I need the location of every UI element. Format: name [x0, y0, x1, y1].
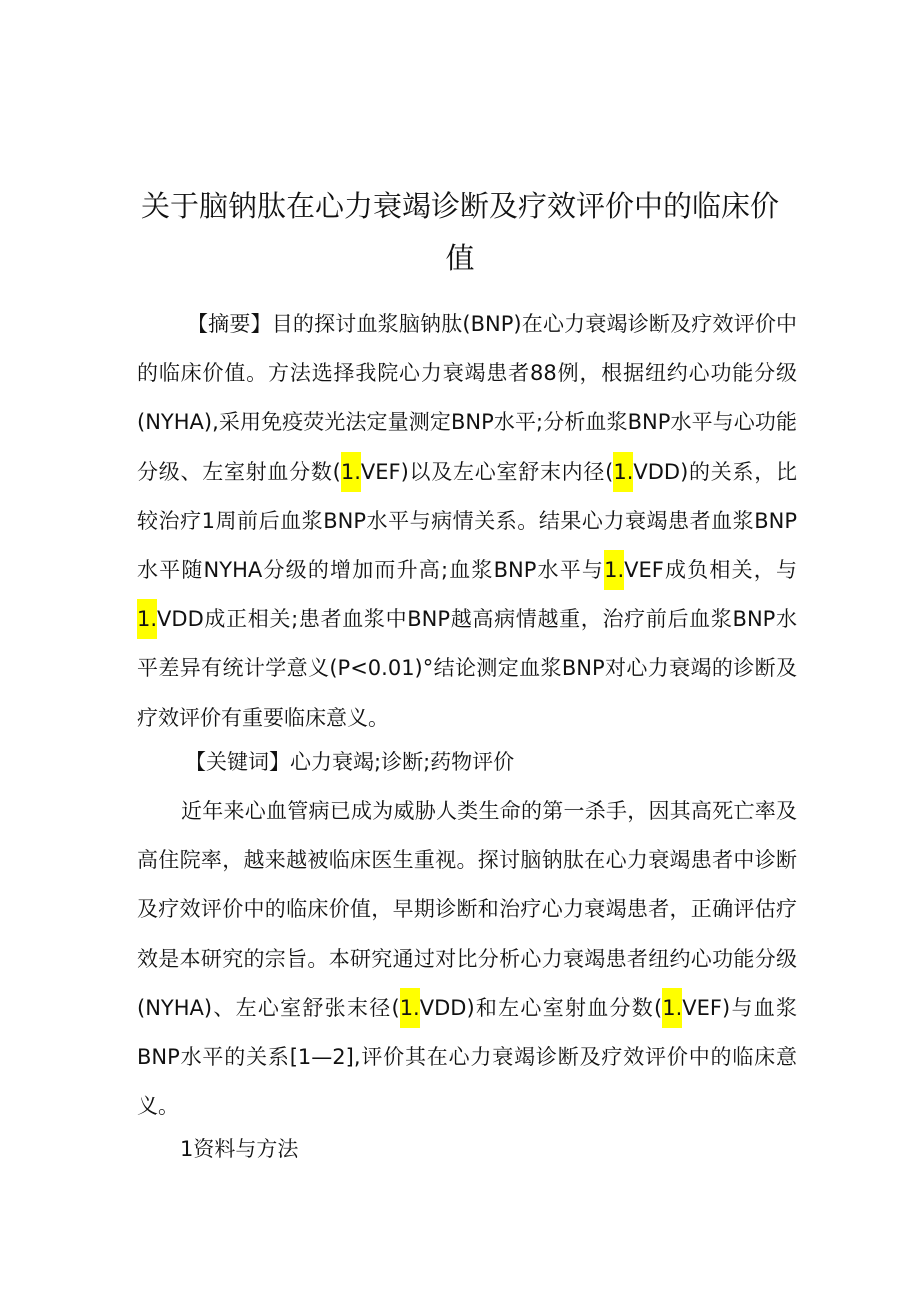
abstract-text: 目的探讨血浆脑钠肽(BNP)在心力衰竭诊断及疗效评价中的临床价值。方法选择我院心力衰竭患者88例，根据纽约心功能分级(NYHA),采用免疫荧光法定量测定BNP水平;分析血浆BNP水平与心功能分级、左室射血分数(	[137, 312, 797, 484]
section-heading: 1资料与方法	[180, 1137, 299, 1161]
abstract-text: VDD)的关系，比较治疗1周前后血浆BNP水平与病情关系。结果心力衰竭患者血浆BNP水平随NYHA分级的增加而升高;血浆BNP水平与	[137, 459, 797, 583]
intro-text: 近年来心血管病已成为威胁人类生命的第一杀手，因其高死亡率及高住院率，越来越被临床医生重视。探讨脑钠肽在心力衰竭患者中诊断及疗效评价中的临床价值，早期诊断和治疗心力衰竭患者，正确评估疗效是本研究的宗旨。本研究通过对比分析心力衰竭患者纽约心功能分级(NYHA)、左心室舒张末径(	[137, 799, 797, 1020]
abstract-text: VEF成负相关，与	[624, 558, 797, 583]
highlight-mark: 1.	[613, 452, 633, 492]
intro-text: VDD)和左心室射血分数(	[419, 995, 663, 1020]
keywords-line: 【关键词】心力衰竭;诊断;药物评价	[185, 750, 515, 774]
intro-text: VEF)与血浆BNP水平的关系[1—2],评价其在心力衰竭诊断及疗效评价中的临床意义。	[137, 995, 798, 1119]
intro-paragraph	[137, 787, 797, 1131]
highlight-mark: 1.	[137, 599, 157, 639]
abstract-text: VDD成正相关;患者血浆中BNP越高病情越重，治疗前后血浆BNP水平差异有统计学意义(P<0.01)°结论测定血浆BNP对心力衰竭的诊断及疗效评价有重要临床意义。	[137, 607, 797, 730]
document-title: 关于脑钠肽在心力衰竭诊断及疗效评价中的临床价值	[140, 189, 779, 275]
highlight-mark: 1.	[400, 988, 420, 1028]
abstract-label: 【摘要】	[187, 312, 272, 336]
highlight-mark: 1.	[341, 452, 361, 492]
abstract-text: VEF)以及左心室舒末内径(	[360, 459, 614, 484]
highlight-mark: 1.	[662, 988, 682, 1028]
highlight-mark: 1.	[604, 550, 624, 590]
abstract-paragraph	[137, 300, 797, 743]
